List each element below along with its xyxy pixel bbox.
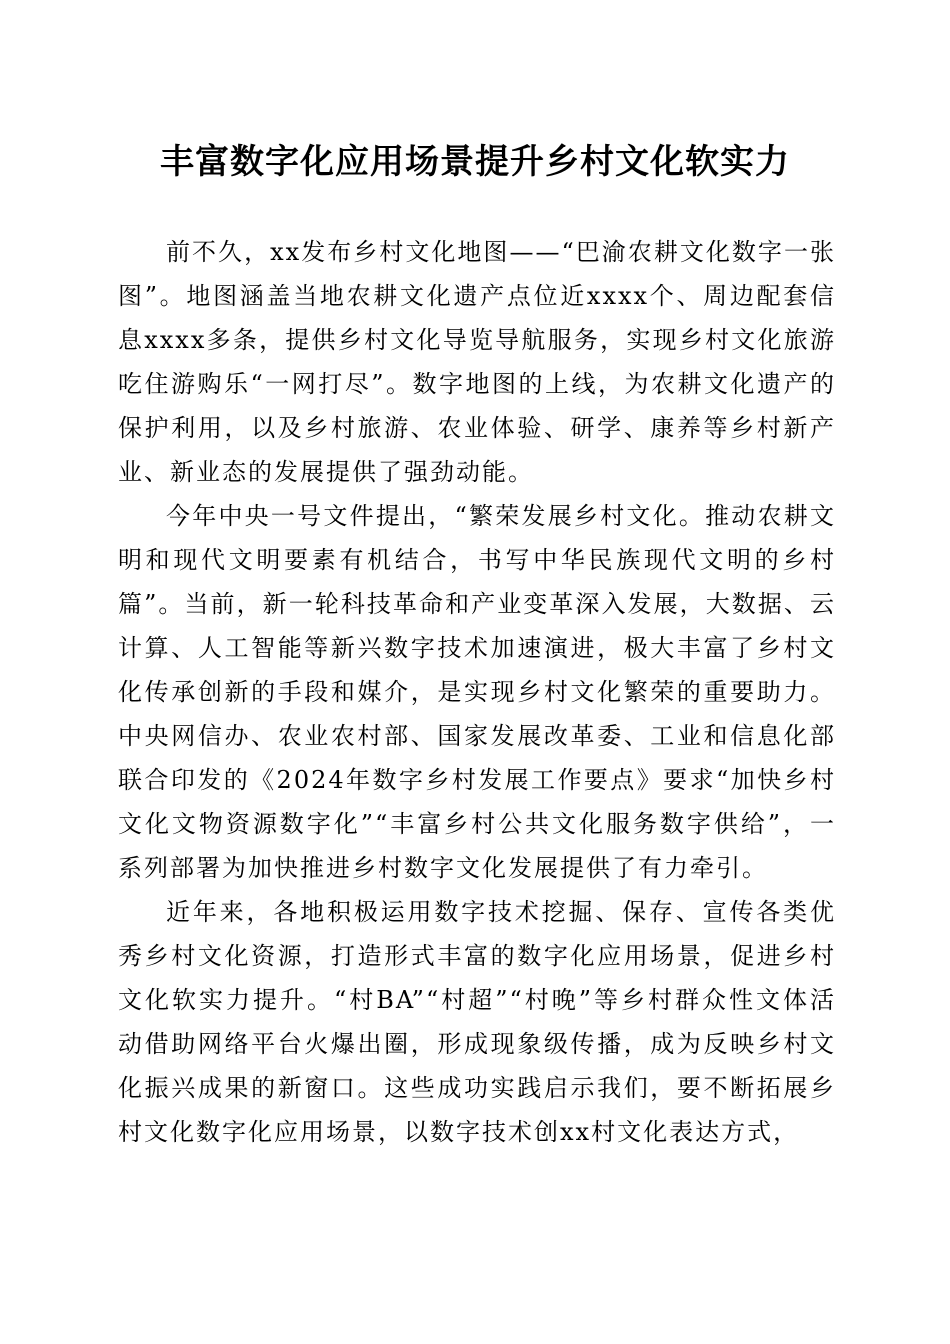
document-title: 丰富数字化应用场景提升乡村文化软实力 xyxy=(160,142,790,182)
paragraph-1: 前不久，xx发布乡村文化地图——“巴渝农耕文化数字一张图”。地图涵盖当地农耕文化遗产点位近xxxx个、周边配套信息xxxx多条，提供乡村文化导览导航服务，实现乡村文化旅游吃住游购乐“一网打尽”。数字地图的上线，为农耕文化遗产的保护利用，以及乡村旅游、农业体验、研学、康养等乡村新产业、新业态的发展提供了强劲动能。 xyxy=(118,238,836,486)
document-body xyxy=(118,230,836,1154)
paragraph-2: 今年中央一号文件提出，“繁荣发展乡村文化。推动农耕文明和现代文明要素有机结合，书写中华民族现代文明的乡村篇”。当前，新一轮科技革命和产业变革深入发展，大数据、云计算、人工智能等新兴数字技术加速演进，极大丰富了乡村文化传承创新的手段和媒介，是实现乡村文化繁荣的重要助力。中央网信办、农业农村部、国家发展改革委、工业和信息化部联合印发的《2024年数字乡村发展工作要点》要求“加快乡村文化文物资源数字化”“丰富乡村公共文化服务数字供给”，一系列部署为加快推进乡村数字文化发展提供了有力牵引。 xyxy=(118,502,836,882)
paragraph-3: 近年来，各地积极运用数字技术挖掘、保存、宣传各类优秀乡村文化资源，打造形式丰富的数字化应用场景，促进乡村文化软实力提升。“村BA”“村超”“村晚”等乡村群众性文体活动借助网络平台火爆出圈，形成现象级传播，成为反映乡村文化振兴成果的新窗口。这些成功实践启示我们，要不断拓展乡村文化数字化应用场景，以数字技术创xx村文化表达方式， xyxy=(118,898,836,1146)
